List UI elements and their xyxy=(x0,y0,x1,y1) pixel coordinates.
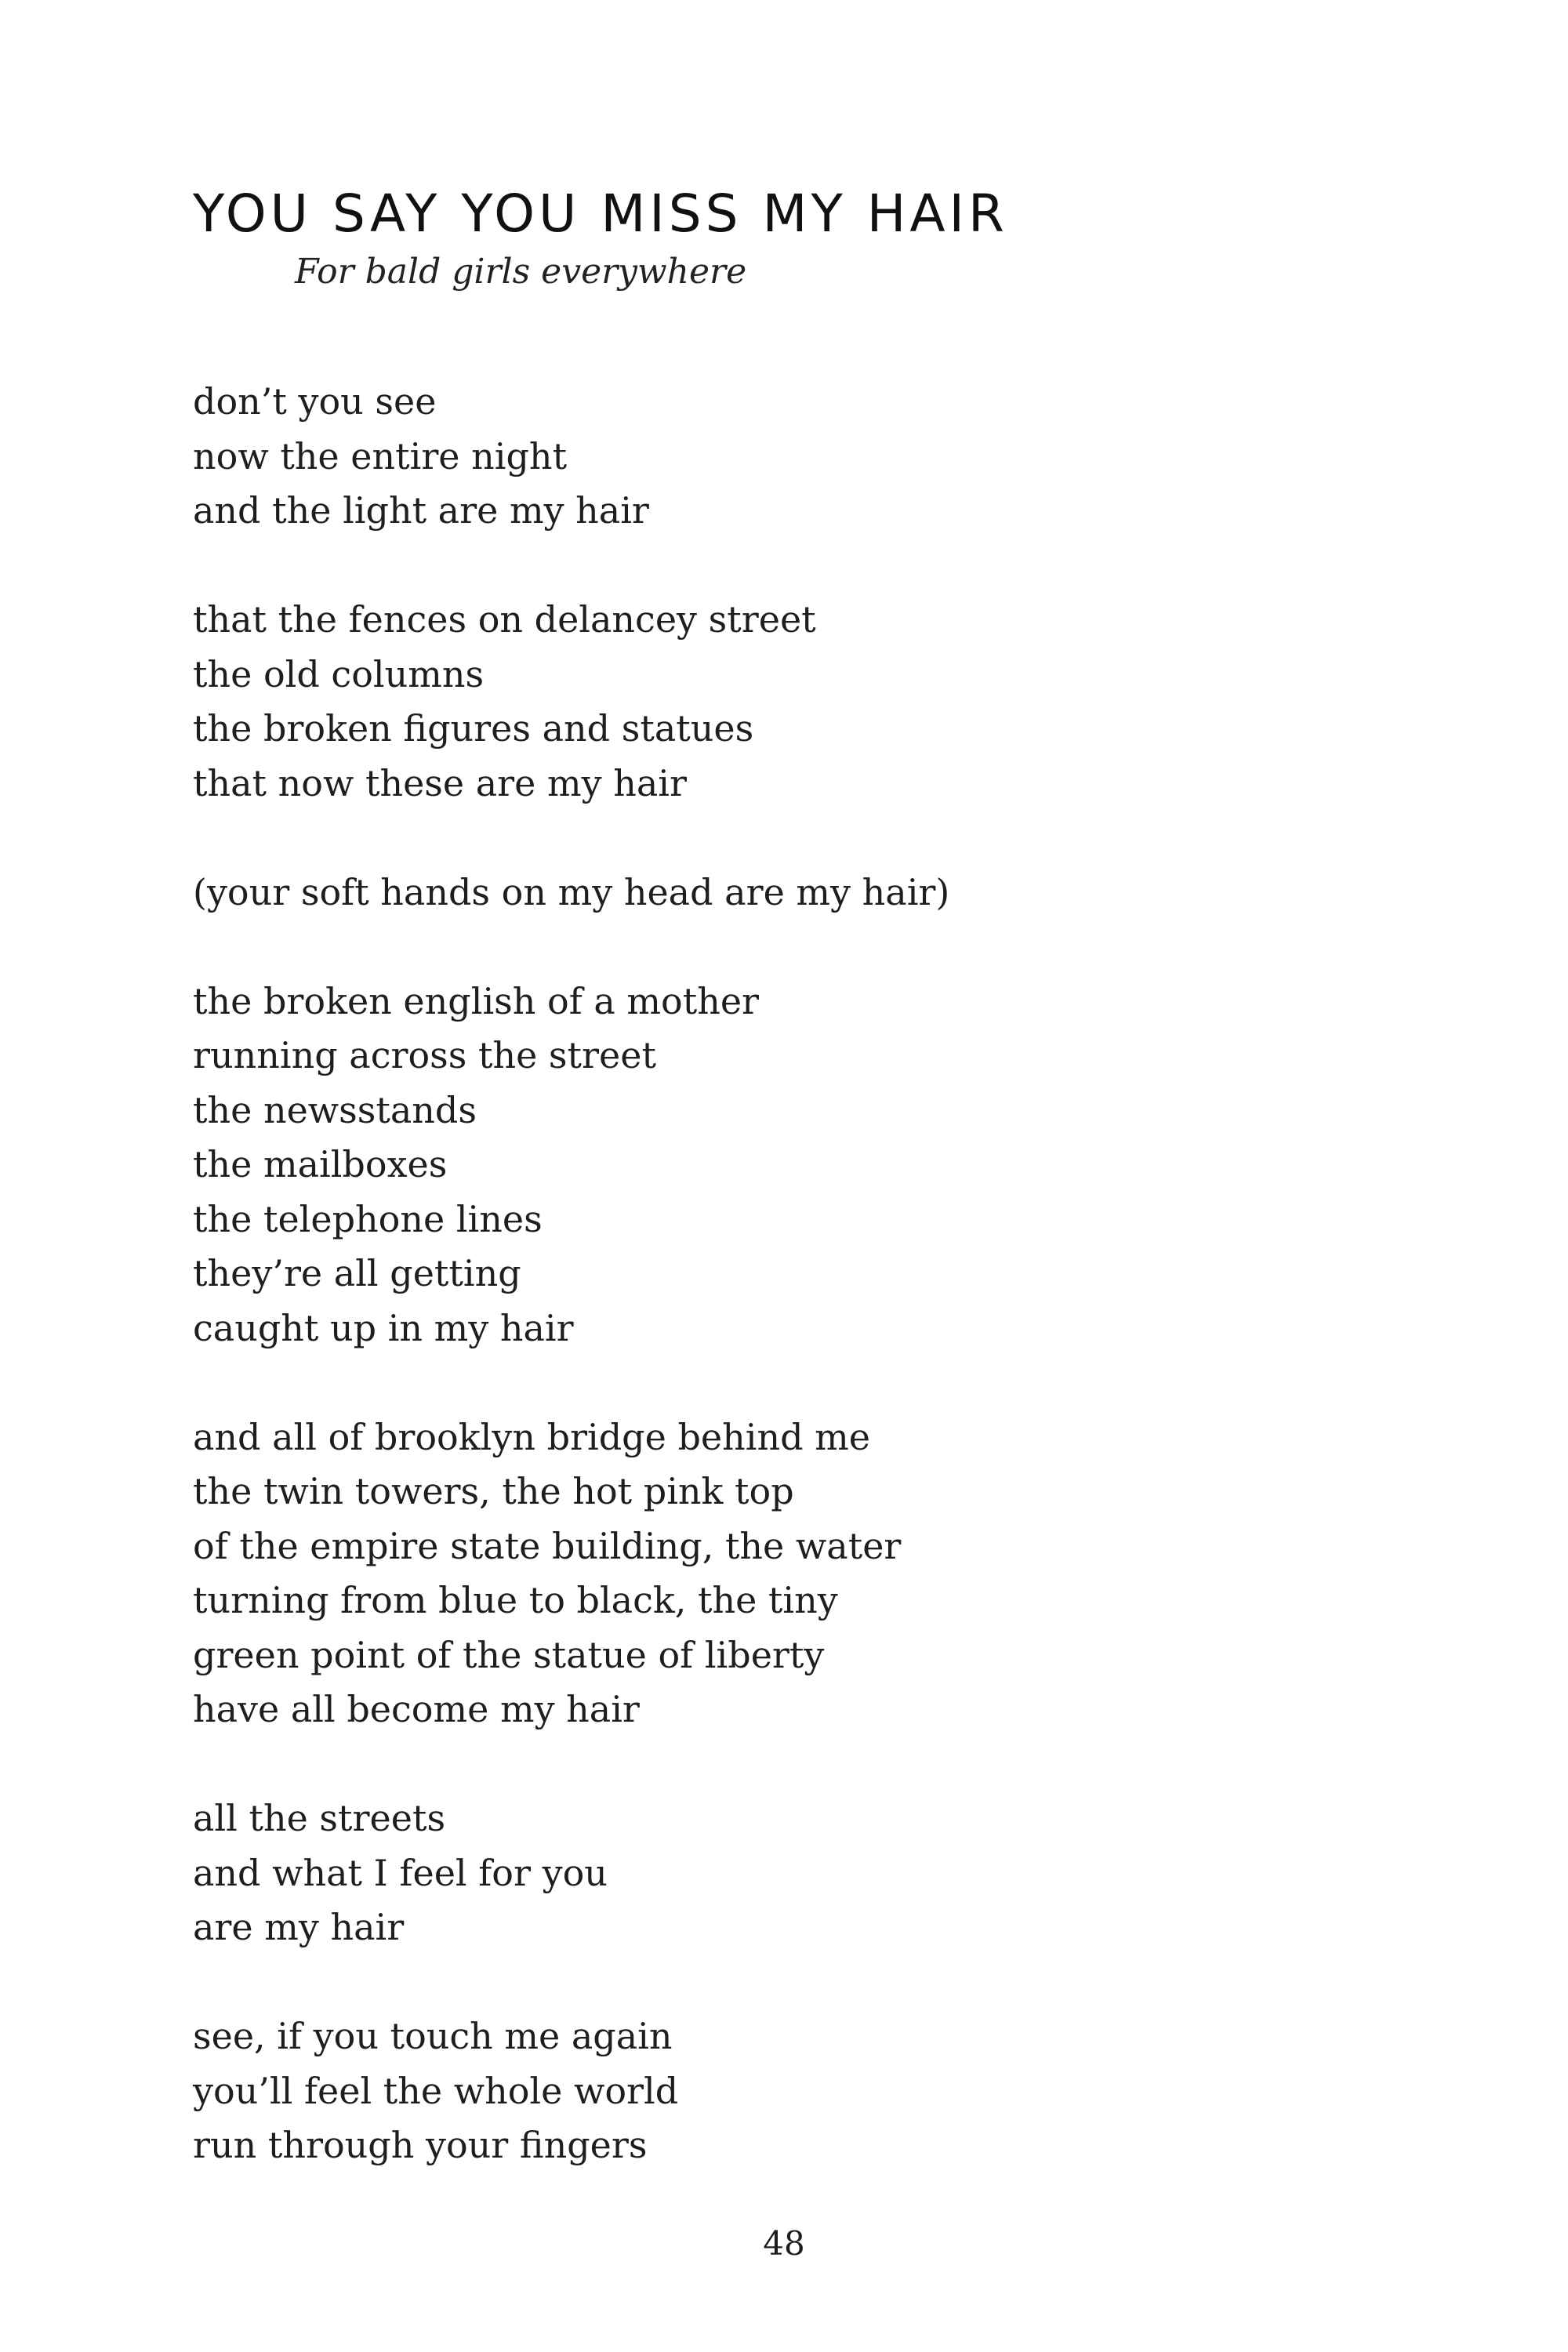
poem-line: and what I feel for you xyxy=(193,1851,608,1894)
poem-dedication: For bald girls everywhere xyxy=(295,252,747,292)
poem-line: and the light are my hair xyxy=(193,489,649,532)
poem-line: that the fences on delancey street xyxy=(193,598,816,641)
poem-line: you’ll feel the whole world xyxy=(193,2069,679,2112)
poem-line: now the entire night xyxy=(193,434,568,477)
stanza xyxy=(193,2009,1369,2173)
poem-line: the newsstands xyxy=(193,1088,477,1131)
page-number: 48 xyxy=(763,2224,805,2263)
poem-line: the mailboxes xyxy=(193,1143,448,1185)
poem-line: the old columns xyxy=(193,652,485,695)
stanza xyxy=(193,866,1369,920)
poem-line: caught up in my hair xyxy=(193,1306,574,1349)
poem-line: don’t you see xyxy=(193,380,437,423)
poem-line: the broken figures and statues xyxy=(193,707,754,750)
poem-title: YOU SAY YOU MISS MY HAIR xyxy=(193,183,1008,244)
poem-line: that now these are my hair xyxy=(193,761,687,804)
poem-line: all the streets xyxy=(193,1797,446,1839)
poem-line: green point of the statue of liberty xyxy=(193,1633,825,1676)
poem-line: and all of brooklyn bridge behind me xyxy=(193,1415,871,1458)
poem-line: run through your fingers xyxy=(193,2124,648,2166)
stanza xyxy=(193,1791,1369,1955)
poem-line: have all become my hair xyxy=(193,1688,640,1730)
poem-line: of the empire state building, the water xyxy=(193,1524,902,1567)
poem-line: the telephone lines xyxy=(193,1197,543,1240)
poem-line: they’re all getting xyxy=(193,1252,521,1294)
stanza xyxy=(193,593,1369,811)
stanza xyxy=(193,1410,1369,1737)
poem-line: turning from blue to black, the tiny xyxy=(193,1579,838,1621)
poem-line: (your soft hands on my head are my hair) xyxy=(193,870,950,913)
poem-line: running across the street xyxy=(193,1034,656,1076)
poem-line: the twin towers, the hot pink top xyxy=(193,1470,794,1512)
poem-line: are my hair xyxy=(193,1906,405,1948)
poem-line: the broken english of a mother xyxy=(193,979,760,1022)
poem-line: see, if you touch me again xyxy=(193,2015,673,2057)
stanza xyxy=(193,975,1369,1356)
poem-body xyxy=(193,375,1369,2227)
stanza xyxy=(193,375,1369,539)
